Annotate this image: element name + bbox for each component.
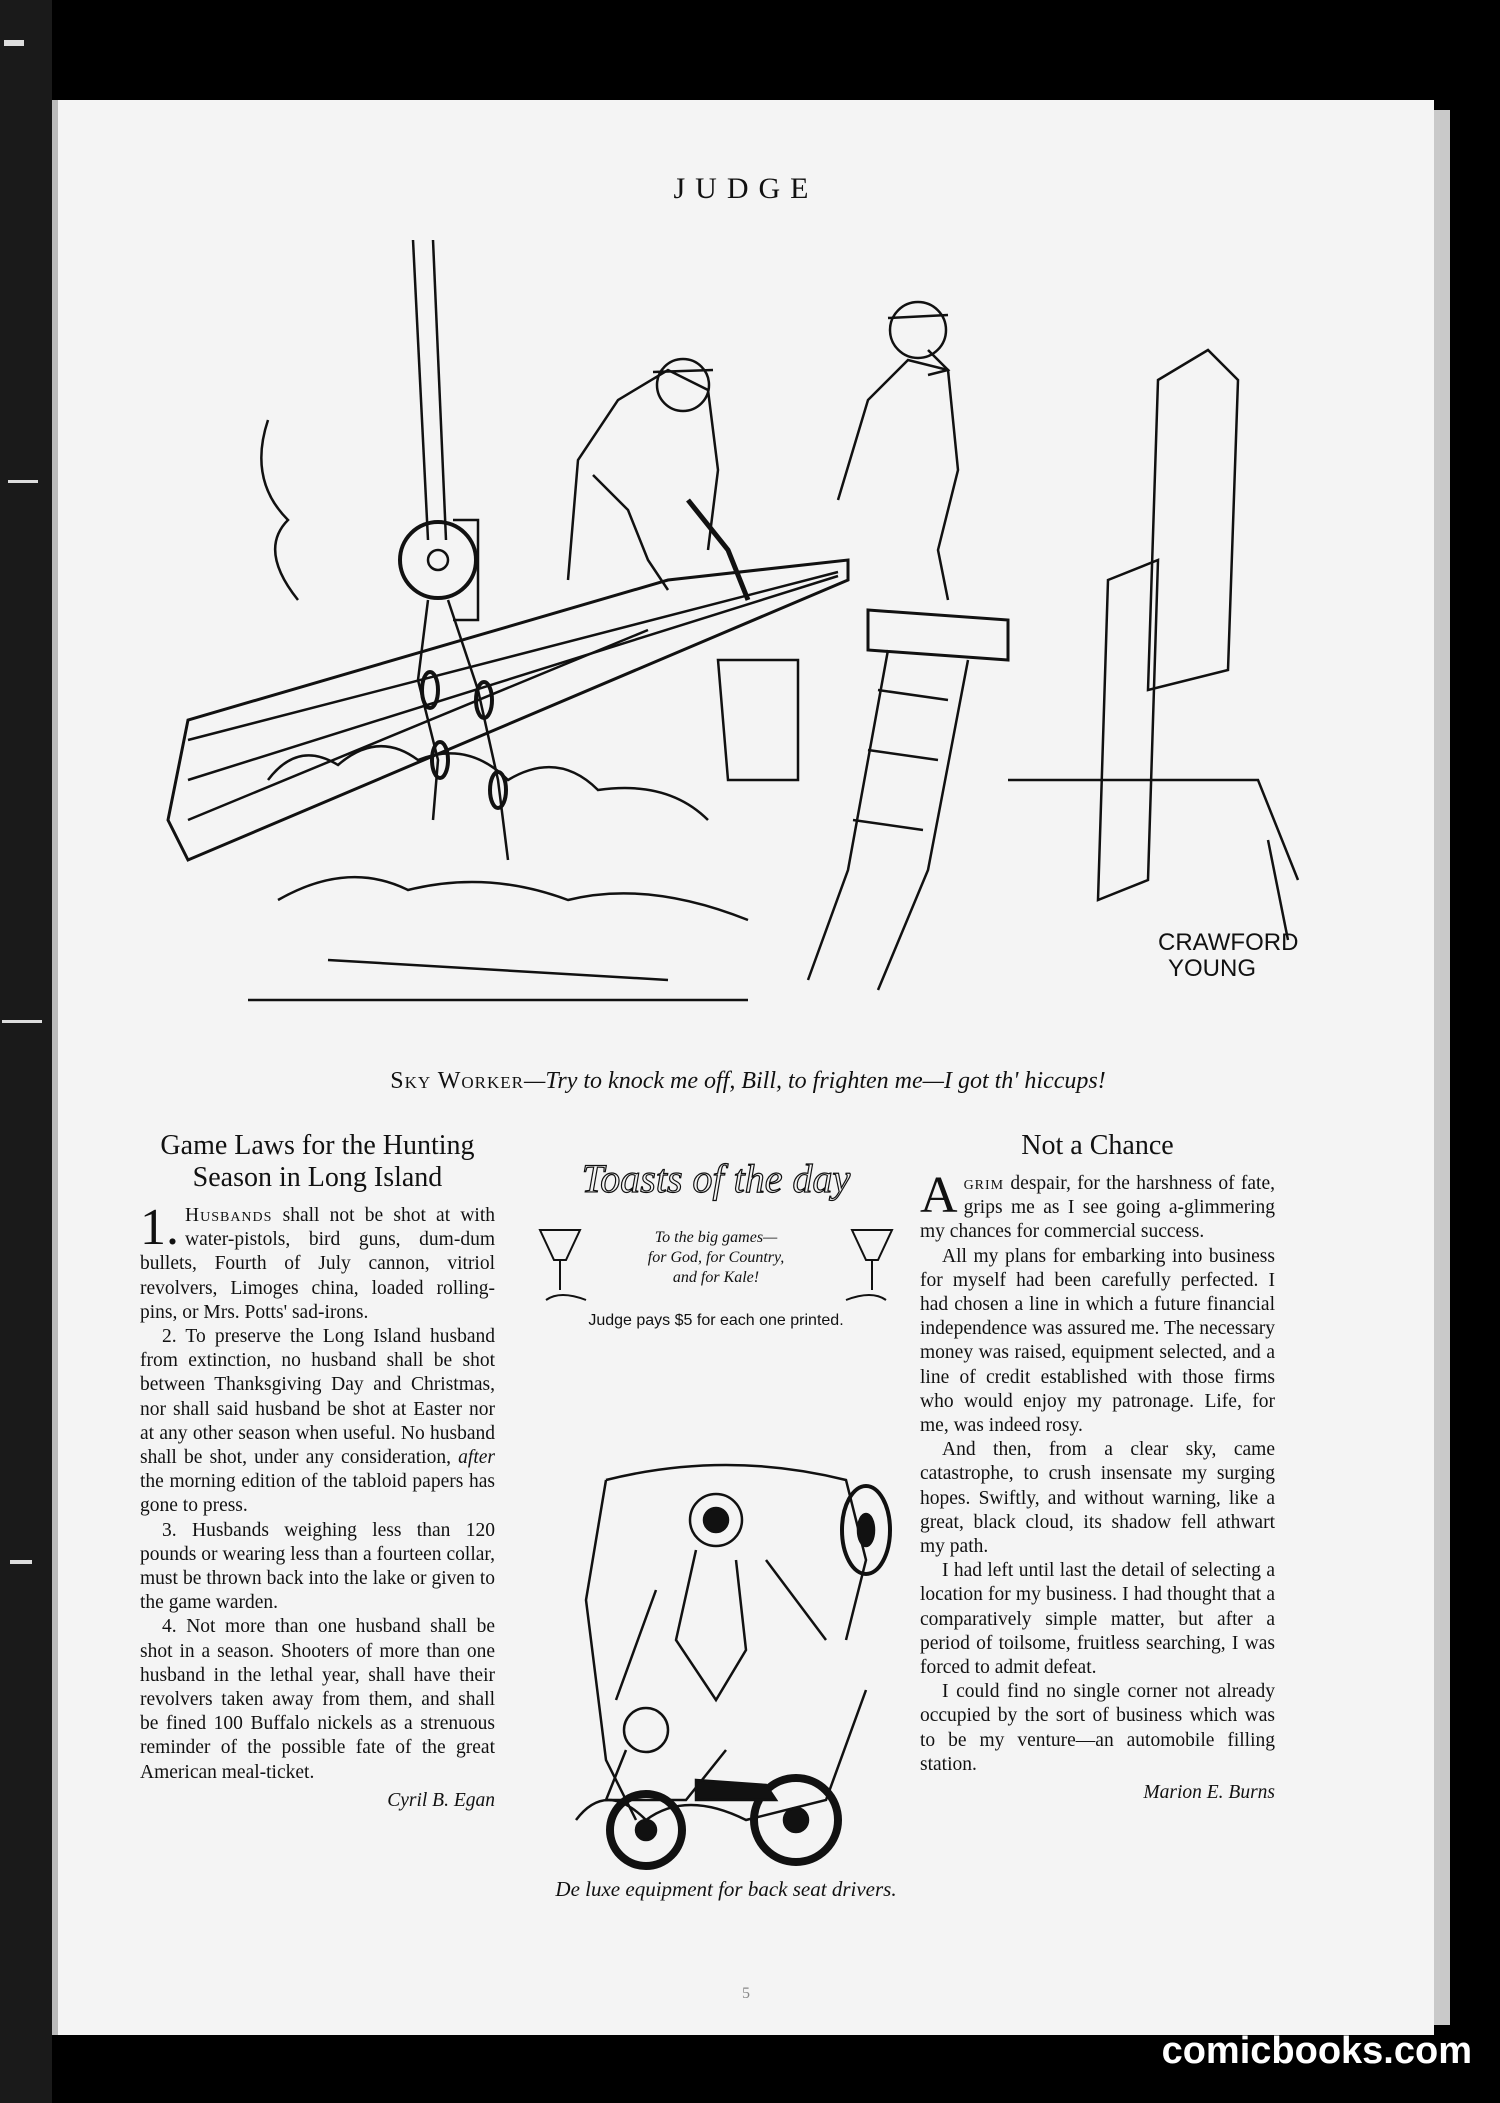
paragraph-4: 4. Not more than one husband shall be shot in a season. Shooters of more than one husband in the lethal year, shall have their revolvers taken away from them, and shall be fined 100 Buffalo nickels as a strenuous reminder of the possible fate of the great American meal-ticket.	[140, 1616, 495, 1783]
left-page-edge	[0, 0, 52, 2103]
article-title: Not a Chance	[1021, 1130, 1174, 1161]
toasts-heading: Toasts of the day	[581, 1156, 851, 1201]
magazine-page	[52, 100, 1434, 2035]
caption-lead: Sky Worker	[390, 1068, 525, 1094]
toast-line-1: To the big games—	[654, 1229, 778, 1246]
article-game-laws	[140, 1130, 495, 1813]
car-cartoon-caption: De luxe equipment for back seat drivers.	[555, 1877, 897, 1901]
article-not-a-chance	[920, 1130, 1275, 1805]
paragraph-5: I could find no single corner not already occupied by the sort of business which was to be my venture—an automobile filling station.	[920, 1681, 1275, 1775]
paragraph-2: 2. To preserve the Long Island husband from extinction, no husband shall be shot between Thanksgiving Day and Christmas, nor shall said husband be shot at Easter nor at any other season when useful. No husband shall be shot, under any consideration, after the morning edition of the tabloid papers has gone to press.	[140, 1326, 495, 1517]
paragraph-3: And then, from a clear sky, came catastrophe, to crush insensate my surging hopes. Swiftly, and without warning, like a great, black cloud, its shadow fell athwart my path.	[920, 1439, 1275, 1558]
dropcap: 1.	[140, 1199, 179, 1256]
paragraph-4: I had left until last the detail of selecting a location for my business. I had thought that a comparatively simple matter, but after a period of toilsome, fruitless searching, I was forced to admit defeat.	[920, 1560, 1275, 1679]
paragraph-1: shall not be shot at with water-pistols, bird guns, dum-dum bullets, Fourth of July cannon, vitriol revolvers, Limoges china, loaded rolling-pins, or Mrs. Potts' sad-irons.	[140, 1205, 495, 1323]
caption-text: —Try to knock me off, Bill, to frighten me—I got th' hiccups!	[524, 1068, 1106, 1094]
cartoon-signature-2: YOUNG	[1168, 955, 1257, 982]
paragraph-3: 3. Husbands weighing less than 120 pounds or wearing less than a fourteen collar, must be thrown back into the lake or given to the game warden.	[140, 1519, 495, 1614]
back-seat-driver-cartoon	[566, 1440, 896, 1880]
paragraph-1: despair, for the harshness of fate, grips me as I see going a-glimmering my chances for commercial success.	[920, 1173, 1275, 1243]
masthead: JUDGE	[673, 172, 819, 205]
site-watermark: comicbooks.com	[1161, 2030, 1472, 2072]
toast-line-2: for God, for Country,	[647, 1249, 785, 1266]
dropcap: A	[920, 1167, 958, 1224]
cartoon-signature-1: CRAWFORD	[1158, 929, 1299, 956]
paragraph-2: All my plans for embarking into business for myself had been carefully perfected. I had chosen a line in which a future financial independence was assured me. The necessary money was raised, equipment selected, and a line of credit established with those firms who would enjoy my patronage. Life, for me, was indeed rosy.	[920, 1245, 1275, 1437]
sky-worker-cartoon	[148, 220, 1348, 1060]
toasts-credit: Judge pays $5 for each one printed.	[588, 1312, 844, 1329]
byline: Cyril B. Egan	[387, 1789, 495, 1811]
lead-word: Husbands	[185, 1205, 273, 1226]
toast-line-3: and for Kale!	[672, 1269, 760, 1286]
lead-word: grim	[963, 1173, 1005, 1194]
byline: Marion E. Burns	[1143, 1782, 1275, 1804]
toasts-of-the-day-box	[536, 1150, 896, 1320]
cartoon-caption	[138, 1068, 1358, 1095]
article-title: Game Laws for the Hunting Season in Long Island	[160, 1130, 475, 1193]
page-number: 5	[742, 1985, 750, 2002]
